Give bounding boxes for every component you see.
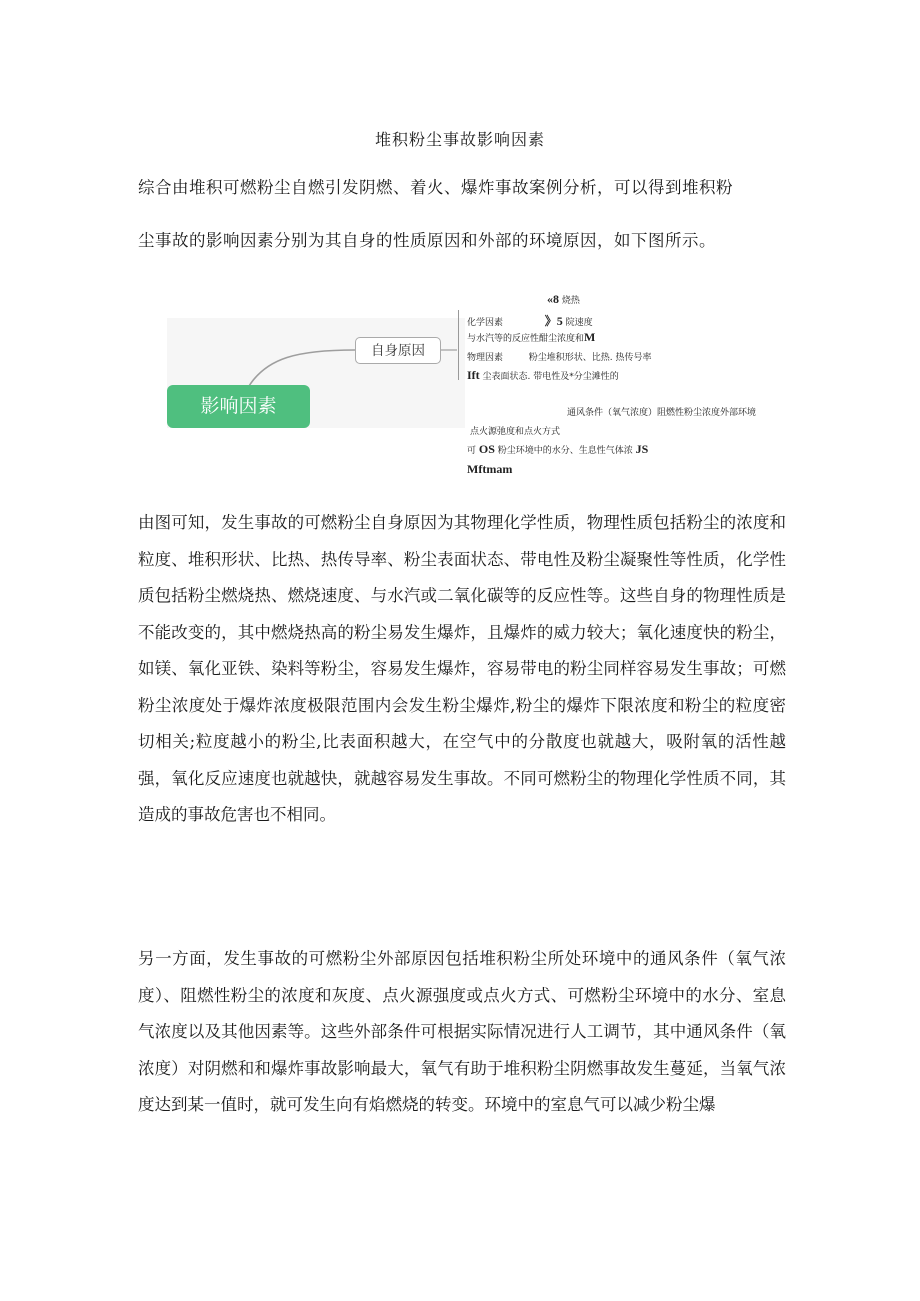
ocr-fragment: 尘表面状态. 带电性及*分尘滩性的 bbox=[479, 372, 619, 382]
ocr-line-9 bbox=[467, 462, 512, 477]
ocr-line-3 bbox=[467, 330, 595, 345]
ocr-fragment: 粉尘环境中的水分、生息性气体浓 bbox=[494, 446, 636, 456]
ocr-line-5 bbox=[467, 368, 619, 383]
ocr-fragment: 物理因素 bbox=[467, 353, 504, 363]
intro-line-2: 尘事故的影响因素分别为其自身的性质原因和外部的环境原因，如下图所示。 bbox=[138, 231, 716, 250]
ocr-line-8 bbox=[467, 442, 648, 457]
ocr-fragment: 烧热 bbox=[559, 296, 580, 306]
ocr-fragment: 与水汽等的反应性酣尘浓度和 bbox=[467, 334, 585, 344]
ocr-fragment: M bbox=[584, 330, 596, 344]
body-paragraph-2: 另一方面，发生事故的可燃粉尘外部原因包括堆积粉尘所处环境中的通风条件（氧气浓度）、阻燃性粉尘的浓度和灰度、点火源强度或点火方式、可燃粉尘环境中的水分、室息气浓度以及其他因素等。这些外部条件可根据实际情况进行人工调节，其中通风条件（氧浓度）对阴燃和和爆炸事故影响最大，氧气有助于堆积粉尘阴燃事故发生蔓延，当氧气浓度达到某一值时，就可发生向有焰燃烧的转变。环境中的室息气可以减少粉尘爆 bbox=[138, 949, 786, 1114]
mindmap-branch-node: 自身原因 bbox=[355, 337, 441, 364]
ocr-fragment: JS bbox=[635, 442, 649, 456]
ocr-fragment: Ift bbox=[467, 368, 480, 382]
ocr-fragment: «8 bbox=[547, 292, 559, 306]
ocr-line-6: 通风条件（氧气浓度）阻燃性粉尘浓度外部环境 bbox=[567, 408, 757, 418]
ocr-line-7: 点火源弛度和点火方式 bbox=[470, 427, 561, 437]
intro-line-1: 综合由堆积可燃粉尘自燃引发阴燃、着火、爆炸事故案例分析，可以得到堆积粉 bbox=[138, 178, 733, 197]
ocr-line-4 bbox=[467, 350, 652, 363]
mindmap-bracket bbox=[458, 310, 465, 380]
ocr-fragment: 》5 bbox=[544, 314, 563, 328]
ocr-fragment: 化学因素 bbox=[467, 318, 504, 328]
body-paragraph-1: 由图可知，发生事故的可燃粉尘自身原因为其物理化学性质，物理性质包括粉尘的浓度和粒度、堆积形状、比热、热传导率、粉尘表面状态、带电性及粉尘凝聚性等性质，化学性质包括粉尘燃烧热、燃烧速度、与水汽或二氧化碳等的反应性等。这些自身的物理性质是不能改变的，其中燃烧热高的粉尘易发生爆炸，且爆炸的威力较大；氧化速度快的粉尘，如镁、氧化亚铁、染料等粉尘，容易发生爆炸，容易带电的粉尘同样容易发生事故；可燃粉尘浓度处于爆炸浓度极限范围内会发生粉尘爆炸,粉尘的爆炸下限浓度和粉尘的粒度密切相关;粒度越小的粉尘,比表面积越大，在空气中的分散度也就越大，吸附氧的活性越强，氧化反应速度也就越快，就越容易发生事故。不同可燃粉尘的物理化学性质不同，其造成的事故危害也不相同。 bbox=[138, 513, 786, 824]
ocr-fragment: 院速度 bbox=[562, 318, 593, 328]
ocr-fragment: Mftmam bbox=[467, 462, 513, 476]
page-title: 堆积粉尘事故影响因素 bbox=[374, 130, 545, 149]
ocr-line-2 bbox=[467, 312, 593, 329]
ocr-fragment: OS bbox=[478, 442, 495, 456]
ocr-fragment: 可 bbox=[467, 446, 479, 456]
ocr-fragment: 粉尘堆积形状、比热. 热传号率 bbox=[528, 353, 652, 363]
ocr-line-1 bbox=[547, 292, 580, 307]
mindmap-root-node: 影响因素 bbox=[167, 385, 310, 428]
